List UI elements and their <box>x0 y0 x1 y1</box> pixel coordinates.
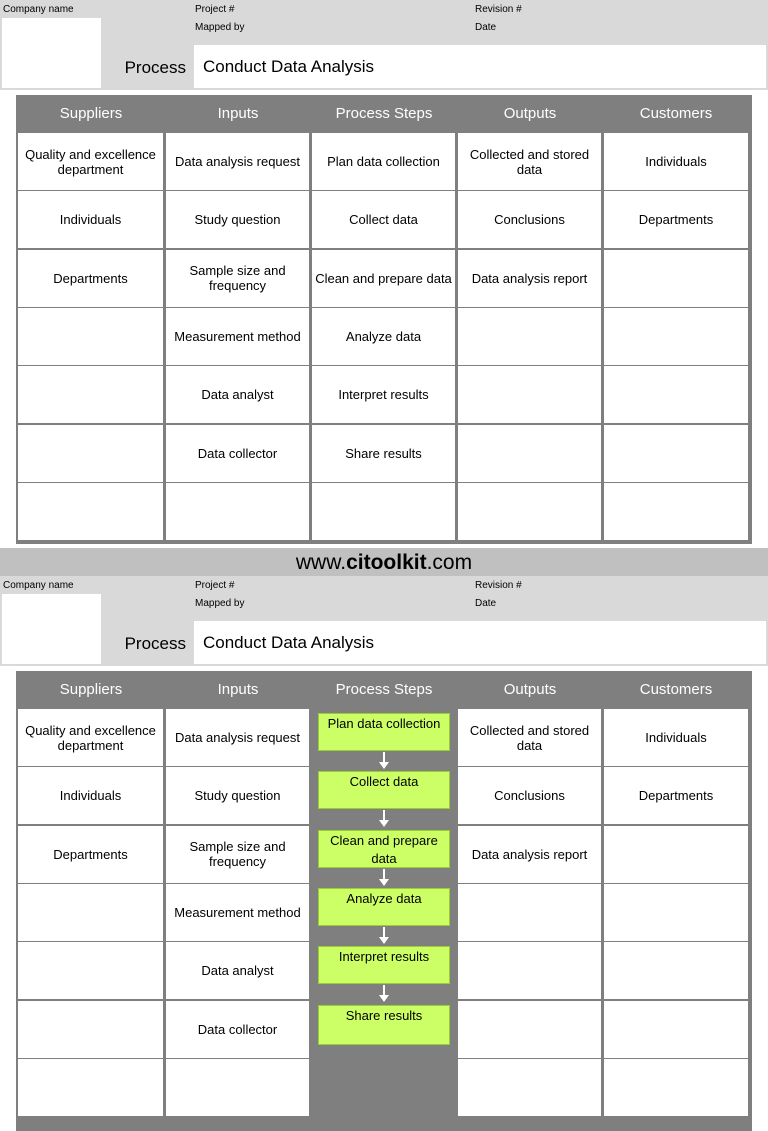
customer-cell[interactable] <box>604 250 748 307</box>
input-cell[interactable] <box>166 483 309 540</box>
revision-label: Revision # <box>475 580 522 591</box>
mapped-by-label: Mapped by <box>195 22 245 33</box>
process-step-cell[interactable]: Collect data <box>312 191 455 248</box>
flow-arrowhead-icon <box>379 995 389 1002</box>
supplier-cell[interactable] <box>18 366 163 423</box>
process-step-cell[interactable]: Share results <box>312 425 455 482</box>
customer-cell[interactable] <box>604 1001 748 1058</box>
company-logo-field[interactable] <box>2 18 101 88</box>
column-header-customer: Customers <box>639 105 713 122</box>
input-cell[interactable]: Measurement method <box>166 884 309 941</box>
column-header-input: Inputs <box>217 105 259 122</box>
supplier-cell[interactable] <box>18 884 163 941</box>
input-cell[interactable]: Data analysis request <box>166 133 309 190</box>
input-cell[interactable]: Measurement method <box>166 308 309 365</box>
flow-arrowhead-icon <box>379 820 389 827</box>
output-cell[interactable] <box>458 1001 601 1058</box>
flow-arrowhead-icon <box>379 937 389 944</box>
customer-cell[interactable] <box>604 483 748 540</box>
supplier-cell[interactable]: Quality and excellence department <box>18 133 163 190</box>
process-step-box[interactable]: Analyze data <box>318 888 450 926</box>
supplier-cell[interactable]: Individuals <box>18 191 163 248</box>
customer-cell[interactable] <box>604 425 748 482</box>
project-label: Project # <box>195 4 235 15</box>
column-header-output: Outputs <box>503 105 557 122</box>
input-cell[interactable]: Study question <box>166 191 309 248</box>
banner-prefix: www. <box>295 551 347 574</box>
customer-cell[interactable] <box>604 308 748 365</box>
sheet-header <box>0 0 768 90</box>
output-cell[interactable] <box>458 483 601 540</box>
project-label: Project # <box>195 580 235 591</box>
column-header-process-step: Process Steps <box>335 681 433 698</box>
banner-suffix: .com <box>426 551 473 574</box>
supplier-cell[interactable] <box>18 308 163 365</box>
column-header-supplier: Suppliers <box>59 105 123 122</box>
input-cell[interactable]: Study question <box>166 767 309 824</box>
customer-cell[interactable]: Individuals <box>604 709 748 766</box>
input-cell[interactable]: Data analyst <box>166 366 309 423</box>
supplier-cell[interactable] <box>18 1001 163 1058</box>
input-cell[interactable]: Data collector <box>166 1001 309 1058</box>
process-step-cell[interactable]: Interpret results <box>312 366 455 423</box>
process-step-box[interactable]: Plan data collection <box>318 713 450 751</box>
column-header-customer: Customers <box>639 681 713 698</box>
supplier-cell[interactable]: Quality and excellence department <box>18 709 163 766</box>
output-cell[interactable]: Conclusions <box>458 191 601 248</box>
supplier-cell[interactable] <box>18 483 163 540</box>
process-step-cell[interactable]: Clean and prepare data <box>312 250 455 307</box>
output-cell[interactable] <box>458 942 601 999</box>
output-cell[interactable] <box>458 425 601 482</box>
customer-cell[interactable] <box>604 826 748 883</box>
column-header-supplier: Suppliers <box>59 681 123 698</box>
process-name-field[interactable]: Conduct Data Analysis <box>194 45 766 88</box>
company-logo-field[interactable] <box>2 594 101 664</box>
customer-cell[interactable]: Departments <box>604 191 748 248</box>
customer-cell[interactable] <box>604 1059 748 1116</box>
output-cell[interactable]: Data analysis report <box>458 250 601 307</box>
process-label: Process <box>124 58 186 77</box>
customer-cell[interactable]: Departments <box>604 767 748 824</box>
process-step-cell[interactable]: Analyze data <box>312 308 455 365</box>
output-cell[interactable]: Collected and stored data <box>458 709 601 766</box>
sheet-header <box>0 576 768 666</box>
process-label: Process <box>124 634 186 653</box>
input-cell[interactable]: Data analysis request <box>166 709 309 766</box>
input-cell[interactable]: Sample size and frequency <box>166 250 309 307</box>
customer-cell[interactable] <box>604 366 748 423</box>
flow-arrowhead-icon <box>379 879 389 886</box>
supplier-cell[interactable]: Departments <box>18 826 163 883</box>
supplier-cell[interactable]: Departments <box>18 250 163 307</box>
customer-cell[interactable]: Individuals <box>604 133 748 190</box>
supplier-cell[interactable] <box>18 1059 163 1116</box>
column-header-process-step: Process Steps <box>335 105 433 122</box>
company-name-label: Company name <box>3 4 74 15</box>
process-step-box[interactable]: Share results <box>318 1005 450 1045</box>
process-step-box[interactable]: Clean and prepare data <box>318 830 450 868</box>
date-label: Date <box>475 22 497 33</box>
sipoc-table <box>16 95 752 544</box>
mapped-by-label: Mapped by <box>195 598 245 609</box>
supplier-cell[interactable] <box>18 942 163 999</box>
output-cell[interactable]: Conclusions <box>458 767 601 824</box>
process-step-cell[interactable]: Plan data collection <box>312 133 455 190</box>
process-name-field[interactable]: Conduct Data Analysis <box>194 621 766 664</box>
input-cell[interactable]: Data collector <box>166 425 309 482</box>
process-step-box[interactable]: Interpret results <box>318 946 450 984</box>
column-header-input: Inputs <box>217 681 259 698</box>
output-cell[interactable] <box>458 366 601 423</box>
output-cell[interactable]: Data analysis report <box>458 826 601 883</box>
input-cell[interactable]: Sample size and frequency <box>166 826 309 883</box>
customer-cell[interactable] <box>604 942 748 999</box>
output-cell[interactable]: Collected and stored data <box>458 133 601 190</box>
company-name-label: Company name <box>3 580 74 591</box>
banner-brand: citoolkit <box>346 551 427 574</box>
sipoc-table <box>16 671 752 1131</box>
customer-cell[interactable] <box>604 884 748 941</box>
process-step-box[interactable]: Collect data <box>318 771 450 809</box>
supplier-cell[interactable]: Individuals <box>18 767 163 824</box>
website-banner[interactable] <box>0 548 768 576</box>
process-step-cell[interactable] <box>312 483 455 540</box>
output-cell[interactable] <box>458 884 601 941</box>
supplier-cell[interactable] <box>18 425 163 482</box>
revision-label: Revision # <box>475 4 522 15</box>
date-label: Date <box>475 598 497 609</box>
column-header-output: Outputs <box>503 681 557 698</box>
output-cell[interactable] <box>458 308 601 365</box>
input-cell[interactable] <box>166 1059 309 1116</box>
output-cell[interactable] <box>458 1059 601 1116</box>
flow-arrowhead-icon <box>379 762 389 769</box>
input-cell[interactable]: Data analyst <box>166 942 309 999</box>
